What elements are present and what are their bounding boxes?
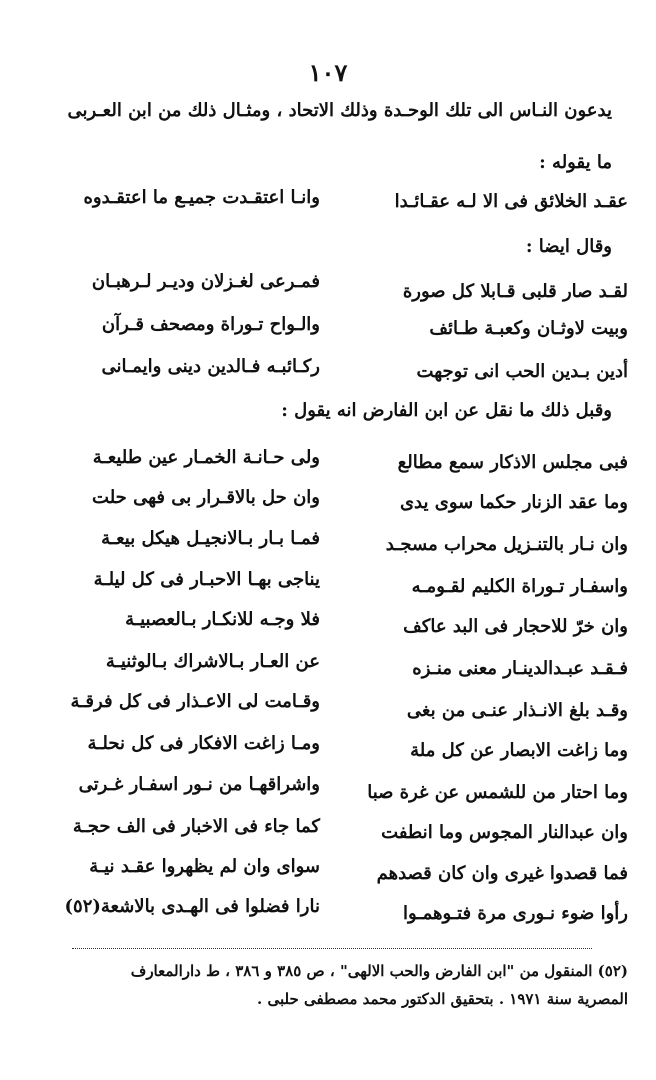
poem3-verse-7-second-hemistich: وقـامت لى الاعـذار فى كل فرقـة — [70, 691, 320, 712]
intro-line-1: يدعون النـاس الى تلك الوحـدة وذلك الاتحاد ، ومثـال ذلك من ابن العـربى — [67, 100, 612, 121]
before-that-line: وقبل ذلك ما نقل عن ابن الفارض انه يقول : — [281, 400, 612, 421]
poem3-verse-5-second-hemistich: فلا وجـه للانكـار بـالعصبيـة — [125, 609, 320, 630]
footnote-line-2: المصرية سنة ١٩٧١ . بتحقيق الدكتور محمد مصطفى حلبى . — [257, 990, 628, 1008]
poem3-verse-1-first-hemistich: فبى مجلس الاذكار سمع مطالع — [397, 452, 628, 473]
poem2-verse-2-second-hemistich: والـواح تـوراة ومصحف قـرآن — [101, 314, 320, 335]
poem3-verse-1-second-hemistich: ولى حـانـة الخمـار عين طليعـة — [92, 447, 320, 468]
poem3-verse-4-first-hemistich: واسفـار تـوراة الكليم لقـومـه — [411, 576, 628, 597]
poem3-verse-6-first-hemistich: فـقـد عبـدالدينـار معنى منـزه — [412, 658, 628, 679]
poem3-verse-5-first-hemistich: وان خرّ للاحجار فى البد عاكف — [403, 616, 628, 637]
poem3-verse-2-second-hemistich: وان حل بالاقـرار بى فهى حلت — [92, 487, 320, 508]
poem3-verse-11-first-hemistich: فما قصدوا غيرى وان كان قصدهم — [376, 863, 628, 884]
poem3-verse-12-second-hemistich: نارا فضلوا فى الهـدى بالاشعة(٥٢) — [64, 896, 320, 917]
poem3-verse-8-first-hemistich: وما زاغت الابصار عن كل ملة — [410, 740, 628, 761]
intro-line-2: ما يقوله : — [539, 152, 612, 173]
poem3-verse-11-second-hemistich: سواى وان لم يظهروا عقـد نيـة — [89, 856, 320, 877]
poem3-verse-6-second-hemistich: عن العـار بـالاشراك بـالوثنيـة — [105, 651, 320, 672]
poem2-verse-2-first-hemistich: وبيت لاوثـان وكعبـة طـائف — [429, 318, 628, 339]
poem3-verse-10-second-hemistich: كما جاء فى الاخبار فى الف حجـة — [72, 816, 320, 837]
page-number: ١٠٧ — [308, 58, 348, 87]
poem3-verse-12-first-hemistich: رأوا ضوء نـورى مرة فتـوهمـوا — [403, 903, 628, 924]
footnote-line-1: (٥٢) المنقول من "ابن الفارض والحب الالهى" ، ص ٣٨٥ و ٣٨٦ ، ط دارالمعارف — [130, 962, 628, 980]
poem3-verse-9-first-hemistich: وما احتار من للشمس عن غرة صبا — [367, 782, 628, 803]
poem1-verse-1-second-hemistich: وانـا اعتقـدت جميـع ما اعتقـدوه — [83, 187, 320, 208]
poem2-verse-3-second-hemistich: ركـائبـه فـالدين دينى وايمـانى — [101, 356, 320, 377]
poem3-verse-9-second-hemistich: واشراقهـا من نـور اسفـار غـرتى — [78, 774, 320, 795]
poem1-verse-1-first-hemistich: عقـد الخلائق فى الا لـه عقـائـدا — [394, 191, 628, 212]
poem3-verse-2-first-hemistich: وما عقد الزنار حكما سوى يدى — [399, 492, 628, 513]
poem3-verse-7-first-hemistich: وقـد بلغ الانـذار عنـى من بغى — [406, 700, 628, 721]
poem3-verse-3-second-hemistich: فمـا بـار بـالانجيـل هيكل بيعـة — [101, 528, 320, 549]
poem3-verse-8-second-hemistich: ومـا زاغت الافكار فى كل نحلـة — [87, 733, 320, 754]
poem2-verse-1-second-hemistich: فمـرعى لغـزلان وديـر لـرهبـان — [91, 271, 320, 292]
poem3-verse-4-second-hemistich: يناجى بهـا الاحبـار فى كل ليلـة — [93, 569, 320, 590]
poem2-verse-3-first-hemistich: أدين بـدين الحب انى توجهت — [416, 361, 628, 382]
footnote-separator — [72, 948, 592, 949]
poem2-verse-1-first-hemistich: لقـد صار قلبى قـابلا كل صورة — [402, 281, 628, 302]
also-said-line: وقال ايضا : — [525, 236, 612, 257]
poem3-verse-3-first-hemistich: وان نـار بالتنـزيل محراب مسجـد — [385, 534, 628, 555]
poem3-verse-10-first-hemistich: وان عبدالنار المجوس وما انطفت — [381, 822, 628, 843]
